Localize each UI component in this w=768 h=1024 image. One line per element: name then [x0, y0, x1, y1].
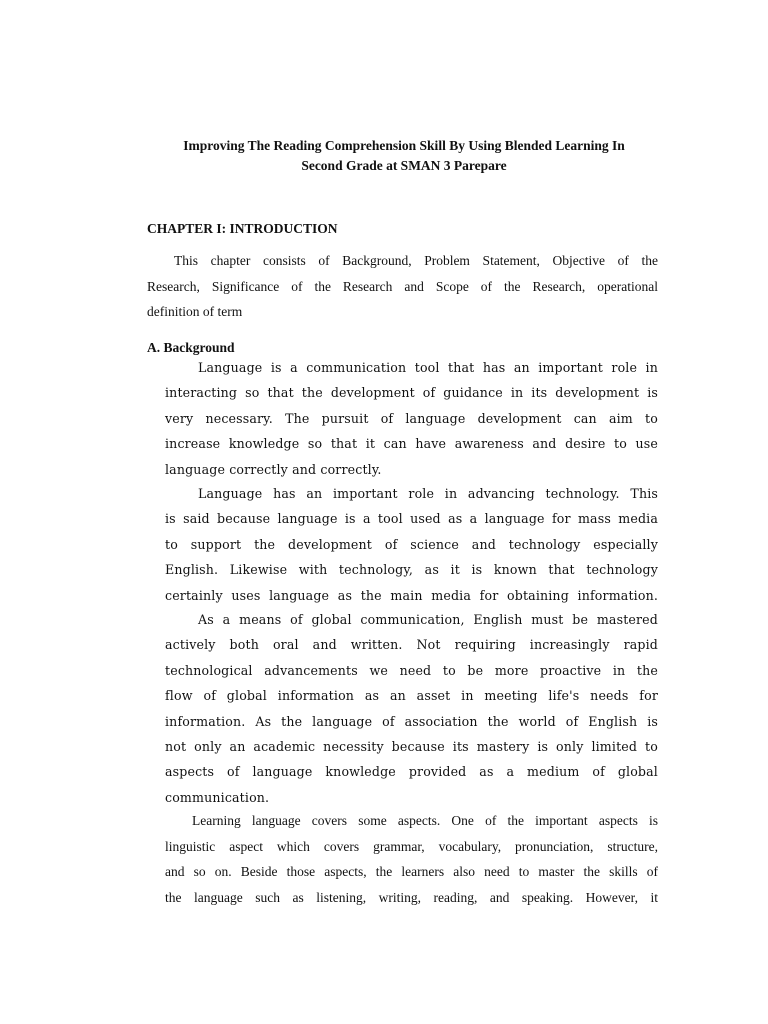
title-line: Improving The Reading Comprehension Skill By Using Blended Learning In	[183, 138, 625, 153]
text-line: flow of global information as an asset in meeting life's needs for	[165, 688, 658, 704]
intro-paragraph	[147, 248, 658, 325]
text-line: and so on. Beside those aspects, the learners also need to master the skills of	[165, 864, 658, 879]
text-line: Language is a communication tool that has an important role in	[198, 360, 658, 375]
background-paragraph-4	[165, 808, 658, 910]
text-line: As a means of global communication, English must be mastered	[198, 612, 658, 627]
text-line: not only an academic necessity because its mastery is only limited to	[165, 739, 658, 755]
text-line: English. Likewise with technology, as it is known that technology	[165, 562, 658, 578]
text-line: definition of term	[147, 304, 243, 319]
text-line: Learning language covers some aspects. One of the important aspects is	[192, 813, 658, 828]
text-line: Language has an important role in advancing technology. This	[198, 486, 658, 501]
chapter-heading: CHAPTER I: INTRODUCTION	[147, 221, 338, 236]
text-line: to support the development of science and technology especially	[165, 536, 658, 552]
text-line: technological advancements we need to be more proactive in the	[165, 662, 658, 678]
text-line: This chapter consists of Background, Problem Statement, Objective of the	[174, 253, 658, 268]
text-line: aspects of language knowledge provided as a medium of global	[165, 764, 658, 780]
text-line: increase knowledge so that it can have awareness and desire to use	[165, 436, 658, 452]
background-paragraph-3	[165, 607, 658, 810]
text-line: very necessary. The pursuit of language development can aim to	[165, 410, 658, 426]
text-line: certainly uses language as the main media for obtaining information.	[165, 587, 658, 603]
text-line: Research, Significance of the Research and Scope of the Research, operational	[147, 278, 658, 294]
text-line: the language such as listening, writing, reading, and speaking. However, it	[165, 889, 658, 905]
text-line: linguistic aspect which covers grammar, vocabulary, pronunciation, structure,	[165, 838, 658, 854]
text-line: is said because language is a tool used as a language for mass media	[165, 511, 658, 527]
text-line: communication.	[165, 789, 270, 805]
document-title	[140, 136, 668, 176]
section-heading: A. Background	[147, 340, 235, 355]
background-paragraph-2	[165, 481, 658, 608]
text-line: language correctly and correctly.	[165, 461, 382, 477]
text-line: interacting so that the development of guidance in its development is	[165, 385, 658, 401]
title-line: Second Grade at SMAN 3 Parepare	[301, 158, 507, 173]
background-paragraph-1	[165, 355, 658, 482]
text-line: actively both oral and written. Not requiring increasingly rapid	[165, 637, 658, 653]
text-line: information. As the language of association the world of English is	[165, 713, 658, 729]
